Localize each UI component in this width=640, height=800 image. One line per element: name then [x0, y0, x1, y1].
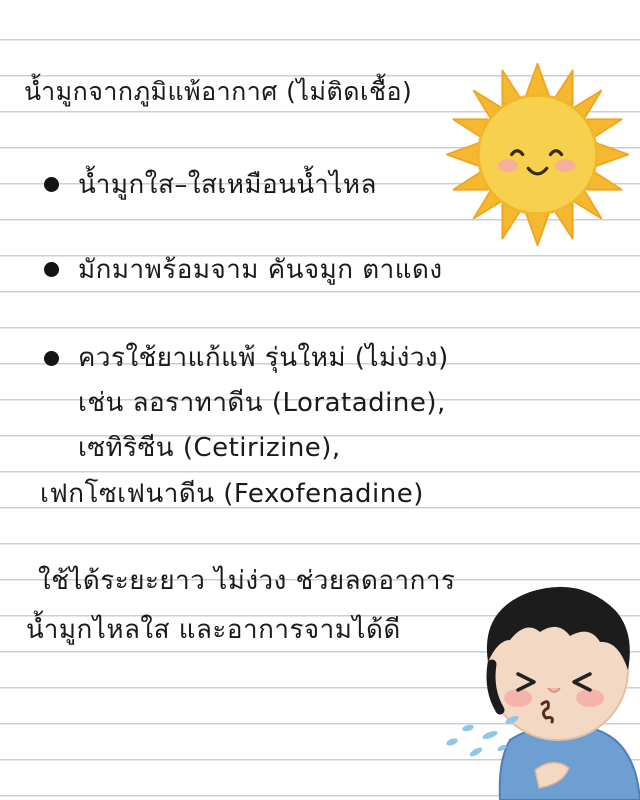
bullet-item-medicine-line-1: ควรใช้ยาแก้แพ้ รุ่นใหม่ (ไม่ง่วง) [78, 343, 449, 373]
bullet-dot [44, 262, 59, 277]
bullet-item-symptoms: มักมาพร้อมจาม คันจมูก ตาแดง [78, 255, 443, 285]
summary-line-1: ใช้ได้ระยะยาว ไม่ง่วง ช่วยลดอาการ [38, 566, 456, 596]
bullet-item-medicine-line-4: เฟกโซเฟนาดีน (Fexofenadine) [40, 479, 424, 509]
bullet-dot [44, 351, 59, 366]
sneezing-boy-icon [440, 570, 640, 800]
page-title: น้ำมูกจากภูมิแพ้อากาศ (ไม่ติดเชื้อ) [24, 77, 413, 106]
smiling-sun-icon [445, 62, 630, 247]
bullet-item-medicine-line-3: เซทิริซีน (Cetirizine), [78, 433, 341, 463]
summary-line-2: น้ำมูกไหลใส และอาการจามได้ดี [26, 615, 401, 645]
bullet-item-medicine-line-2: เช่น ลอราทาดีน (Loratadine), [78, 388, 446, 418]
bullet-dot [44, 177, 59, 192]
bullet-item-clear-mucus: น้ำมูกใส–ใสเหมือนน้ำไหล [78, 170, 377, 200]
